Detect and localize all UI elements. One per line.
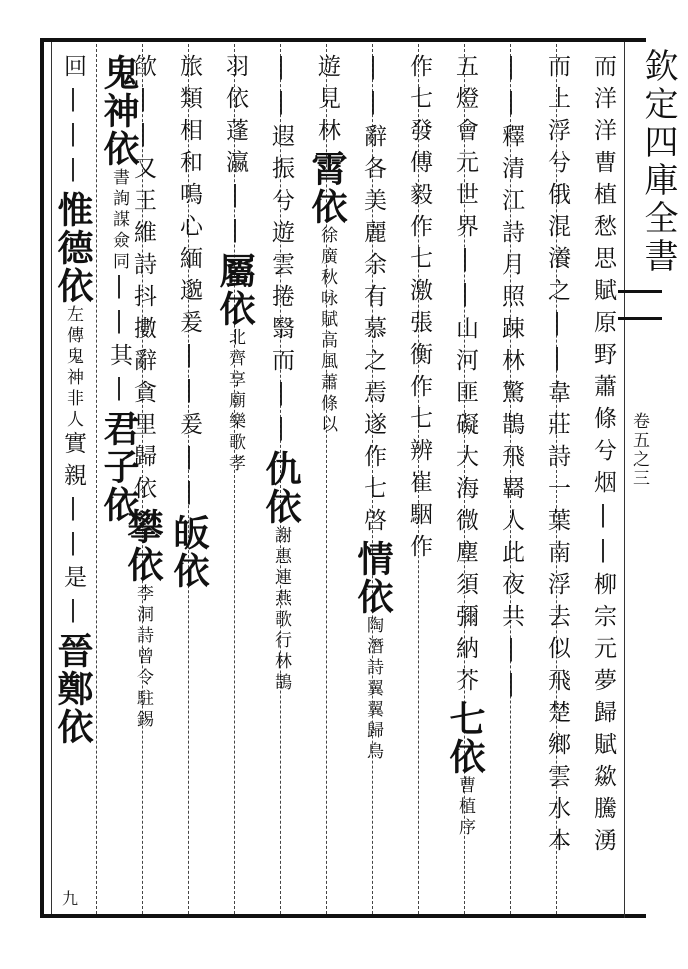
text-column-13 <box>50 54 96 914</box>
column-text: 羽依蓬瀛|| <box>222 54 248 252</box>
entry-headword: 情依 <box>352 540 394 616</box>
column-text: 作七發傅毅作七激張衡作七辨崔駰作 <box>406 54 432 566</box>
entry-annotation: 陶潛詩翼翼歸鳥 <box>363 616 383 763</box>
column-text: 遊見林 <box>314 54 340 150</box>
entry-headword: 鬼神依 <box>98 54 140 168</box>
column-text: 心緬邈爰||爰|| <box>176 214 202 514</box>
entry-annotation: 北齊享廟樂歌孝 <box>225 328 245 475</box>
text-column-5 <box>396 54 442 914</box>
collection-title: 欽定四庫全書 <box>638 48 678 276</box>
text-column-7 <box>304 54 350 914</box>
folio-number: 九 <box>62 889 79 908</box>
entry-headword: 霄依 <box>306 150 348 226</box>
column-text: ||辭各美麗余有慕之焉遂作七啓 <box>360 54 386 540</box>
entry-annotation: 徐廣秋咏賦高風蕭條以 <box>317 226 337 436</box>
column-text: 五燈會元世界||山河匪礙大海微塵須彌納芥 <box>452 54 478 700</box>
column-text: 欿||又王維詩抖擻辭貪里歸依 <box>130 54 156 508</box>
entry-headword: 君子依 <box>98 410 140 524</box>
entry-headword: 仇依 <box>260 450 302 526</box>
entry-headword: 皈依 <box>168 514 210 590</box>
text-column-12 <box>96 54 142 914</box>
text-column-10 <box>166 54 212 914</box>
column-text: 回||| <box>60 54 86 191</box>
column-text: 實親||是| <box>60 431 86 632</box>
entry-headword: 攀依 <box>122 508 164 584</box>
entry-headword: 七依 <box>444 700 486 776</box>
column-text: 旅類相和鳴 <box>176 54 202 214</box>
column-text: ||遐振兮遊雲捲翳而|| <box>268 54 294 450</box>
text-column-6 <box>350 54 396 914</box>
entry-annotation: 李洞詩曾令駐錫 <box>133 584 153 731</box>
volume-label: 卷五之三 <box>629 412 649 488</box>
entry-headword: 晉鄭依 <box>52 632 94 746</box>
text-column-9 <box>212 54 258 914</box>
column-text: ||其| <box>106 273 132 410</box>
entry-headword: 屬依 <box>214 252 256 328</box>
column-text: 而上浮兮俄混瀁之||韋莊詩一葉南浮去似飛楚鄉雲水本 <box>544 54 570 860</box>
entry-annotation: 謝惠連燕歌行林鵲 <box>271 526 291 694</box>
entry-annotation: 左傳鬼神非人 <box>63 305 83 431</box>
text-column-2 <box>534 54 580 914</box>
entry-annotation: 曹植序 <box>455 776 475 839</box>
text-column-3 <box>488 54 534 914</box>
column-text: 而洋洋曹植愁思賦原野蕭條兮烟||柳宗元夢歸賦歘騰湧 <box>590 54 616 860</box>
column-text: ||釋清江詩月照踈林驚鵲飛羇人此夜共|| <box>498 54 524 706</box>
entry-headword: 惟德依 <box>52 191 94 305</box>
entry-annotation: 書詢謀僉同 <box>109 168 129 273</box>
text-column-8 <box>258 54 304 914</box>
text-column-1 <box>580 54 626 914</box>
text-column-4 <box>442 54 488 914</box>
